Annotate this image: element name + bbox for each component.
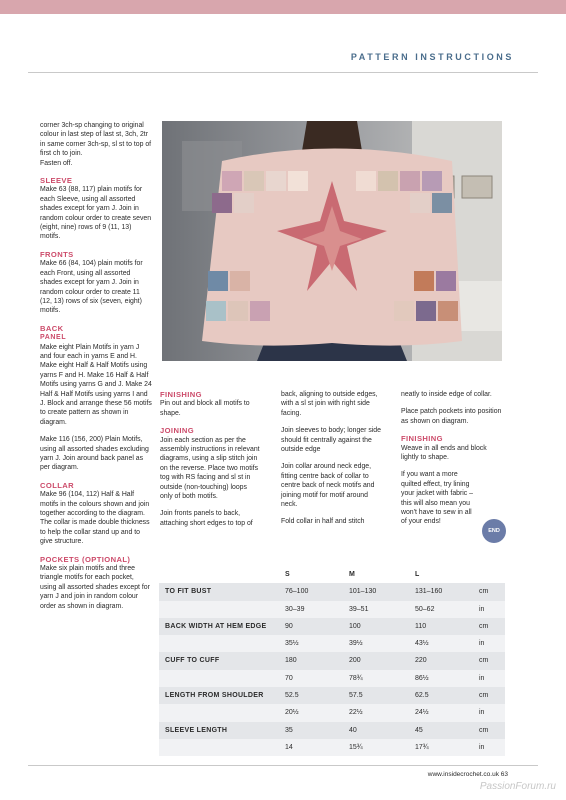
header-size-m: M xyxy=(349,571,355,578)
cell-value: 62.5 xyxy=(415,692,429,700)
sleeve-paragraph: Make 63 (88, 117) plain motifs for each Sleeve, using all assorted shades except for yarn J. Join in random colour order to create seven (eight, nine) rows of 9 (11, 13) motifs. xyxy=(40,186,152,241)
sleeve-heading: SLEEVE xyxy=(40,176,73,186)
table-row xyxy=(159,670,505,687)
collar-stitch-paragraph: neatly to inside edge of collar. xyxy=(401,391,492,398)
cell-value: 50–62 xyxy=(415,605,435,613)
cell-value: 35 xyxy=(285,726,293,734)
cell-value: 35½ xyxy=(285,640,299,648)
table-row xyxy=(159,618,505,635)
header-size-s: S xyxy=(285,571,290,578)
panel-subheading: PANEL xyxy=(40,334,67,342)
pockets-place-paragraph: Place patch pockets into position as shown on diagram. xyxy=(401,408,502,425)
unit-label: cm xyxy=(479,657,489,665)
fronts-join-paragraph: Join fronts panels to back, attaching short edges to top of xyxy=(160,510,253,527)
row-label: TO FIT BUST xyxy=(165,588,212,596)
cell-value: 180 xyxy=(285,657,297,665)
cell-value: 78¾ xyxy=(349,674,363,682)
collar-fold-paragraph: Fold collar in half and stitch xyxy=(281,518,365,526)
plain-motifs-paragraph: Make 116 (156, 200) Plain Motifs, using all assorted shades excluding yarn J. Join around back panel as per diagram. xyxy=(40,436,149,472)
collar-paragraph: Make 96 (104, 112) Half & Half motifs in the colours shown and join together according to the diagram. The collar is made double thickness to help the collar stand up and to give structure. xyxy=(40,491,150,546)
pockets-heading: POCKETS (OPTIONAL) xyxy=(40,554,131,564)
back-heading: BACK xyxy=(40,323,64,333)
row-label: LENGTH FROM SHOULDER xyxy=(165,692,264,700)
cell-value: 100 xyxy=(349,622,361,630)
cell-value: 24½ xyxy=(415,709,429,717)
unit-label: in xyxy=(479,605,485,613)
cell-value: 200 xyxy=(349,657,361,665)
cell-value: 57.5 xyxy=(349,692,363,700)
top-color-bar xyxy=(0,0,566,14)
cell-value: 86½ xyxy=(415,674,429,682)
cell-value: 90 xyxy=(285,622,293,630)
table-header-row xyxy=(159,566,505,583)
page-number: 63 xyxy=(500,771,508,778)
cell-value: 22½ xyxy=(349,709,363,717)
end-badge: END xyxy=(482,519,506,543)
row-label: CUFF TO CUFF xyxy=(165,657,220,665)
watermark: PassionForum.ru xyxy=(479,781,556,792)
collar-heading: COLLAR xyxy=(40,480,75,490)
header-divider xyxy=(28,72,538,73)
table-row xyxy=(159,704,505,721)
unit-label: cm xyxy=(479,692,489,700)
table-row xyxy=(159,583,505,600)
cell-value: 43½ xyxy=(415,640,429,648)
column-2 xyxy=(160,390,260,536)
sleeves-join-paragraph: Join sleeves to body; longer side should fit centrally against the outside edge xyxy=(281,427,381,454)
section-title: PATTERN INSTRUCTIONS xyxy=(350,52,514,62)
cell-value: 45 xyxy=(415,726,423,734)
unit-label: in xyxy=(479,640,485,648)
column-4 xyxy=(401,390,505,535)
footer xyxy=(428,771,508,778)
back-align-paragraph: back, aligning to outside edges, with a sl st join with right side facing. xyxy=(281,391,378,417)
cell-value: 101–130 xyxy=(349,588,377,596)
fronts-paragraph: Make 66 (84, 104) plain motifs for each Front, using all assorted shades except for yarn J. Join in random colour order to create 11 (12, 13) rows of six (seven, eight) motifs. xyxy=(40,260,143,315)
panel-paragraph: Make eight Plain Motifs in yarn J and four each in yarns E and H. Make eight Half & Half Motifs using yarns F and H. Make 16 Half & Half Motifs using yarns G and J. Make 24 Half & Half Motifs using yarns I and J. Block and arrange these 56 motifs to create pattern as shown in diagram. xyxy=(40,343,152,426)
jacket-photo xyxy=(162,121,502,361)
cell-value: 15¾ xyxy=(349,743,363,751)
cell-value: 39½ xyxy=(349,640,363,648)
finishing-paragraph: Pin out and block all motifs to shape. xyxy=(160,400,250,417)
table-row xyxy=(159,687,505,704)
table-row xyxy=(159,601,505,618)
fronts-heading: FRONTS xyxy=(40,249,74,259)
column-3 xyxy=(281,390,381,535)
unit-label: in xyxy=(479,709,485,717)
cell-value: 14 xyxy=(285,743,293,751)
footer-divider xyxy=(28,765,538,766)
measurements-table xyxy=(159,566,505,756)
cell-value: 39–51 xyxy=(349,605,369,613)
intro-paragraph: corner 3ch-sp changing to original colour in last step of last st, 3ch, 2tr in same corner 3ch-sp, sl st to top of first ch to join. Fasten off. xyxy=(40,122,152,167)
table-row xyxy=(159,739,505,756)
finishing-heading: FINISHING xyxy=(160,390,202,399)
unit-label: in xyxy=(479,674,485,682)
row-label: SLEEVE LENGTH xyxy=(165,726,228,734)
cell-value: 220 xyxy=(415,657,427,665)
cell-value: 52.5 xyxy=(285,692,299,700)
finishing-paragraph-2: Weave in all ends and block lightly to shape. xyxy=(401,444,487,462)
finishing-heading-2: FINISHING xyxy=(401,434,443,444)
table-row xyxy=(159,635,505,652)
row-label: BACK WIDTH AT HEM EDGE xyxy=(165,622,267,630)
table-row xyxy=(159,722,505,739)
table-row xyxy=(159,652,505,669)
joining-paragraph: Join each section as per the assembly instructions in relevant diagrams, using a slip stitch join on the reverse. Place two motifs tog with RS facing and sl st in outside (non-touching) loops only of both motifs. xyxy=(160,436,260,501)
column-1 xyxy=(40,121,152,619)
joining-heading: JOINING xyxy=(160,426,195,436)
cell-value: 40 xyxy=(349,726,357,734)
unit-label: cm xyxy=(479,622,489,630)
tip-paragraph: If you want a more quilted effect, try lining your jacket with fabric – this will also mean you won't have to sew in all of your ends! xyxy=(401,471,473,526)
collar-join-paragraph: Join collar around neck edge, fitting centre back of collar to centre back of neck motifs and joining motif for motif around neck. xyxy=(281,463,375,509)
cell-value: 70 xyxy=(285,674,293,682)
header-size-l: L xyxy=(415,571,420,578)
unit-label: in xyxy=(479,743,485,751)
pockets-paragraph: Make six plain motifs and three triangle motifs for each pocket, using all assorted shades except for yarn J and join in random colour order as shown in diagram. xyxy=(40,565,150,610)
unit-label: cm xyxy=(479,588,489,596)
unit-label: cm xyxy=(479,726,489,734)
cell-value: 30–39 xyxy=(285,605,305,613)
cell-value: 17¾ xyxy=(415,743,429,751)
cell-value: 131–160 xyxy=(415,588,443,596)
footer-url: www.insidecrochet.co.uk xyxy=(427,771,499,778)
cell-value: 76–100 xyxy=(285,588,309,596)
cell-value: 20½ xyxy=(285,709,299,717)
cell-value: 110 xyxy=(415,622,427,630)
